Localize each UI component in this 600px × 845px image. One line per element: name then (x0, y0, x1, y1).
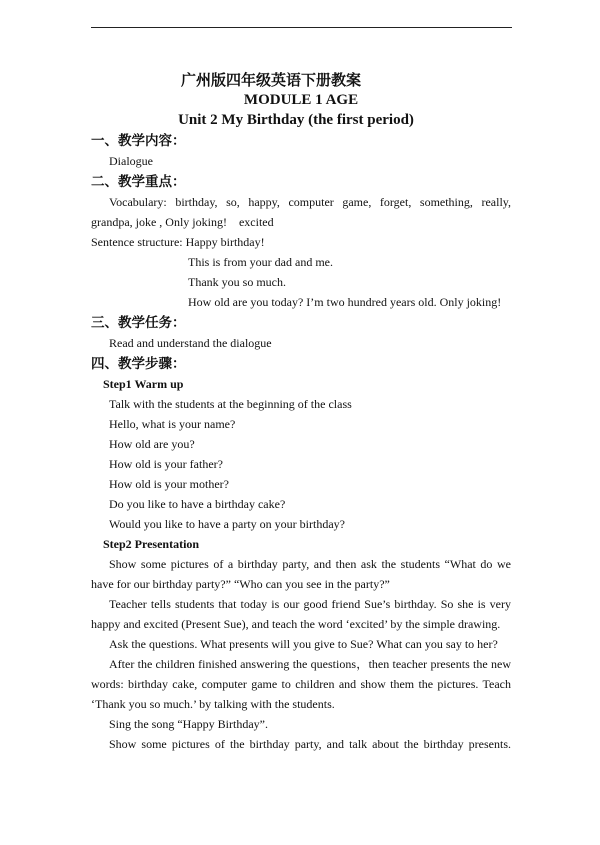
step2-paragraph-line: have for our birthday party?” “Who can you see in the party?” (91, 577, 390, 591)
module-title: MODULE 1 AGE (243, 92, 359, 108)
sentence-2: Thank you so much. (188, 275, 286, 289)
section-heading-steps: 四、教学步骤： (91, 356, 186, 372)
step2-paragraph-line: Show some pictures of the birthday party, and talk about the birthday presents. (109, 737, 511, 751)
step1-line: Would you like to have a party on your birthday? (109, 517, 345, 531)
section-heading-task: 三、教学任务： (91, 315, 186, 331)
section-heading-focus: 二、教学重点： (91, 174, 186, 190)
task-text: Read and understand the dialogue (109, 336, 272, 350)
step1-line: Do you like to have a birthday cake? (109, 497, 286, 511)
step2-paragraph-line: happy and excited (Present Sue), and teach the word ‘excited’ by the simple drawing. (91, 617, 501, 631)
content-text: Dialogue (109, 154, 153, 168)
step1-line: How old is your father? (109, 457, 223, 471)
document-page (91, 70, 511, 754)
header-rule (91, 27, 512, 28)
step2-paragraph-line: words: birthday cake, computer game to children and show them the pictures. Teach (91, 677, 511, 691)
sentence-3: How old are you today? I’m two hundred years old. Only joking! (188, 295, 502, 309)
sentence-1: This is from your dad and me. (188, 255, 333, 269)
unit-title: Unit 2 My Birthday (the first period) (178, 112, 414, 128)
sentence-structure-label: Sentence structure: Happy birthday! (91, 235, 265, 249)
step2-paragraph-line: After the children finished answering the questions，then teacher presents the new (109, 657, 511, 671)
step1-line: How old is your mother? (109, 477, 229, 491)
step2-title: Step2 Presentation (103, 537, 200, 551)
section-heading-content: 一、教学内容： (91, 133, 186, 149)
step1-title: Step1 Warm up (103, 377, 184, 391)
doc-title: 广州版四年级英语下册教案 (180, 71, 361, 89)
step2-paragraph-line: ‘Thank you so much.’ by talking with the students. (91, 697, 335, 711)
step1-line: Hello, what is your name? (109, 417, 236, 431)
vocab-line-2: grandpa, joke , Only joking! excited (91, 215, 274, 229)
step2-paragraph-line: Sing the song “Happy Birthday”. (109, 717, 268, 731)
vocab-line-1: Vocabulary: birthday, so, happy, computer game, forget, something, really, (109, 195, 511, 209)
step1-line: Talk with the students at the beginning of the class (109, 397, 352, 411)
step1-line: How old are you? (109, 437, 195, 451)
step2-paragraph-line: Teacher tells students that today is our good friend Sue’s birthday. So she is very (109, 597, 511, 611)
step2-paragraph-line: Ask the questions. What presents will you give to Sue? What can you say to her? (109, 637, 498, 651)
step2-paragraph-line: Show some pictures of a birthday party, and then ask the students “What do we (109, 557, 511, 571)
